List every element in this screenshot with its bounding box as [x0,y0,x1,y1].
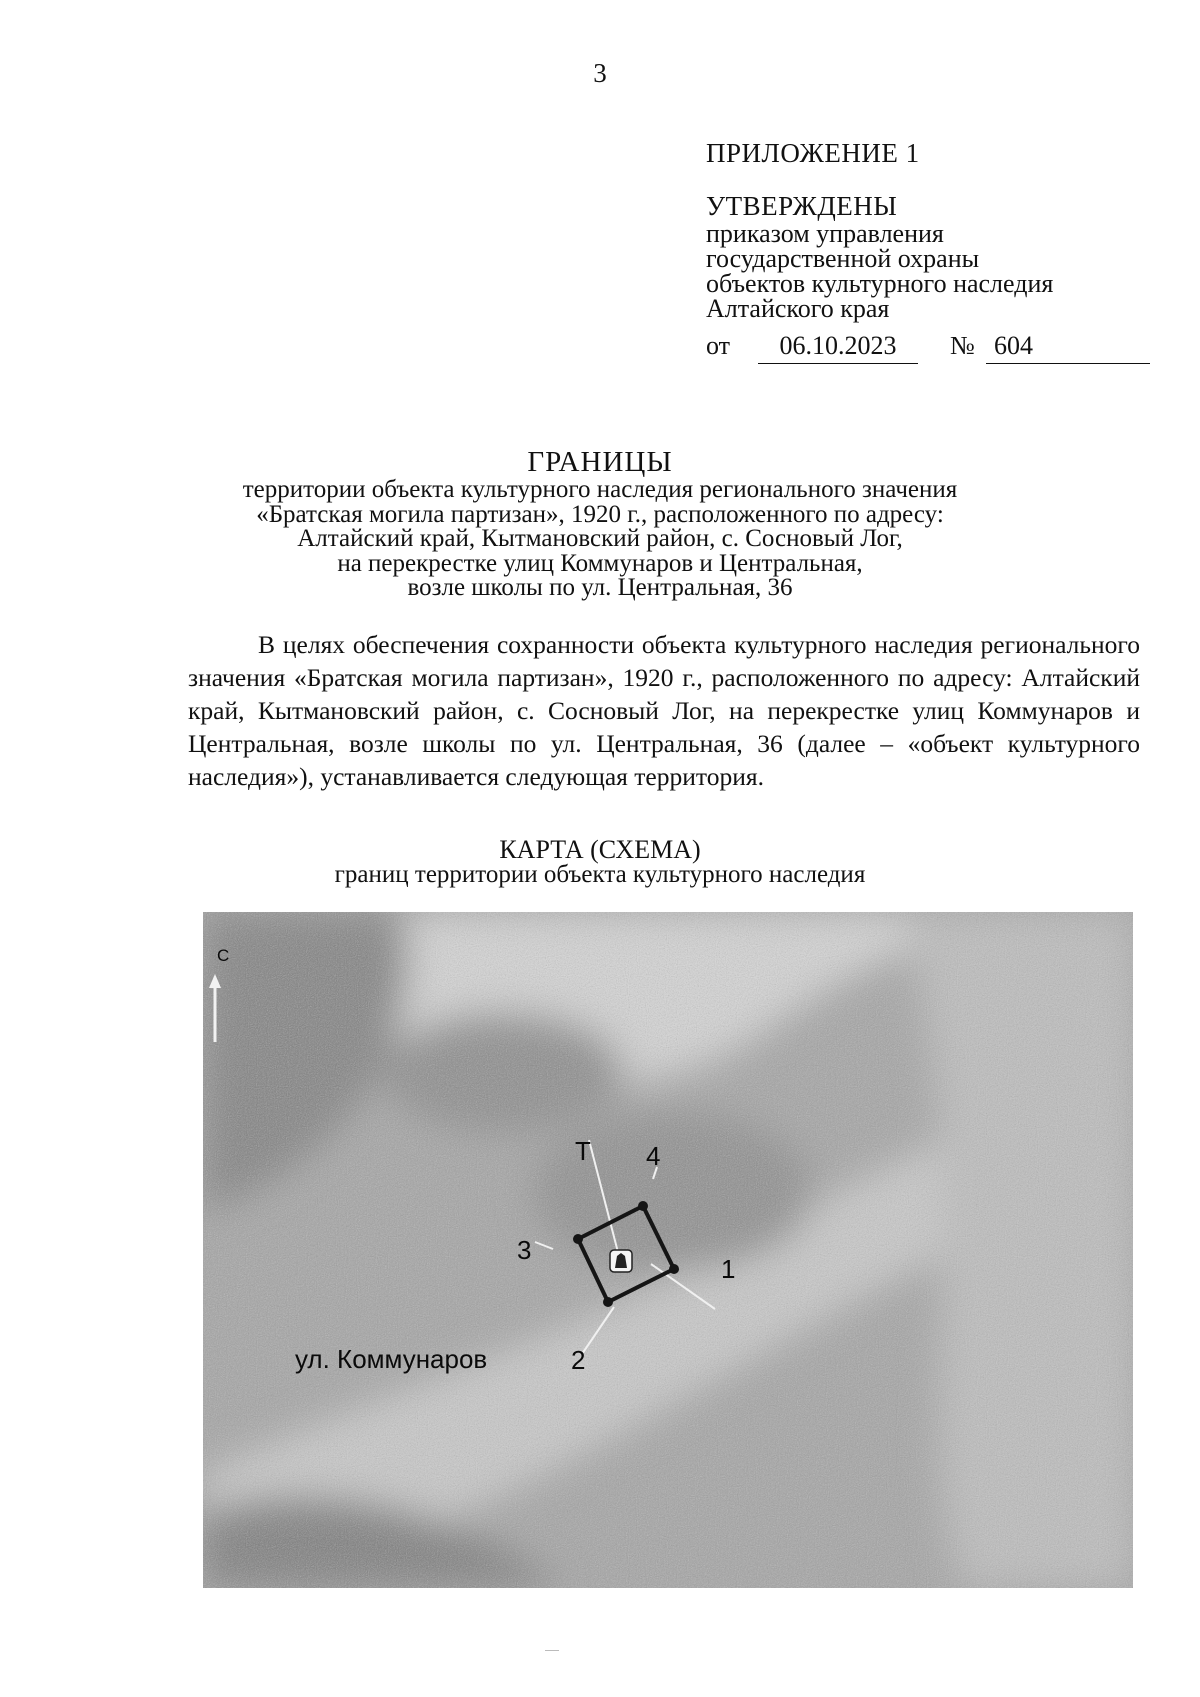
body-text [188,628,1140,793]
point-label-2: 2 [571,1345,586,1375]
order-number: 604 [986,331,1150,364]
approval-line: государственной охраны [706,244,980,273]
map-title: КАРТА (СХЕМА) [499,835,701,864]
map-scheme [203,912,1133,1588]
approval-line: объектов культурного наследия [706,269,1054,298]
boundary-point-2 [603,1297,613,1307]
approval-line: Алтайского края [706,294,890,323]
point-label-t: Т [575,1136,591,1166]
point-label-3: 3 [517,1235,532,1265]
heading-line: Алтайский край, Кытмановский район, с. Сосновый Лог, [297,525,903,552]
heading-line: на перекрестке улиц Коммунаров и Центральная, [337,549,863,577]
body-paragraph: В целях обеспечения сохранности объекта культурного наследия регионального значения «Братская могила партизан», 1920 г., расположенного по адресу: Алтайский край, Кытмановский район, с. Сосновый Лог, на перекрестке улиц Коммунаров и Центральная, возле школы по ул. Центральная, 36 (далее – «объект культурного наследия»), устанавливается следующая территория. [188,630,1140,791]
monument-icon [610,1250,632,1272]
point-label-1: 1 [721,1254,736,1284]
order-from-label: от [706,331,731,360]
map-image [203,912,1133,1588]
point-label-4: 4 [646,1141,661,1171]
approval-line: приказом управления [706,219,944,248]
map-grain [203,912,1133,1588]
boundary-point-4 [638,1201,648,1211]
scan-mark [545,1650,559,1651]
boundary-point-1 [669,1264,679,1274]
heading-line: возле школы по ул. Центральная, 36 [407,574,793,601]
heading-line: территории объекта культурного наследия регионального значения [242,476,958,503]
boundary-point-3 [573,1234,583,1244]
document-heading [0,446,1200,601]
approval-block [706,138,1166,367]
heading-title: ГРАНИЦЫ [527,446,673,478]
page-number: 3 [593,58,607,88]
approved-label: УТВЕРЖДЕНЫ [706,191,898,221]
order-date: 06.10.2023 [758,331,918,364]
order-row [706,327,1166,367]
street-label: ул. Коммунаров [295,1344,488,1374]
north-label: С [217,946,230,965]
heading-line: «Братская могила партизан», 1920 г., расположенного по адресу: [256,500,944,528]
appendix-label: ПРИЛОЖЕНИЕ 1 [706,138,920,168]
map-heading [0,836,1200,887]
order-number-label: № [950,331,975,360]
map-subtitle: границ территории объекта культурного наследия [334,861,866,888]
